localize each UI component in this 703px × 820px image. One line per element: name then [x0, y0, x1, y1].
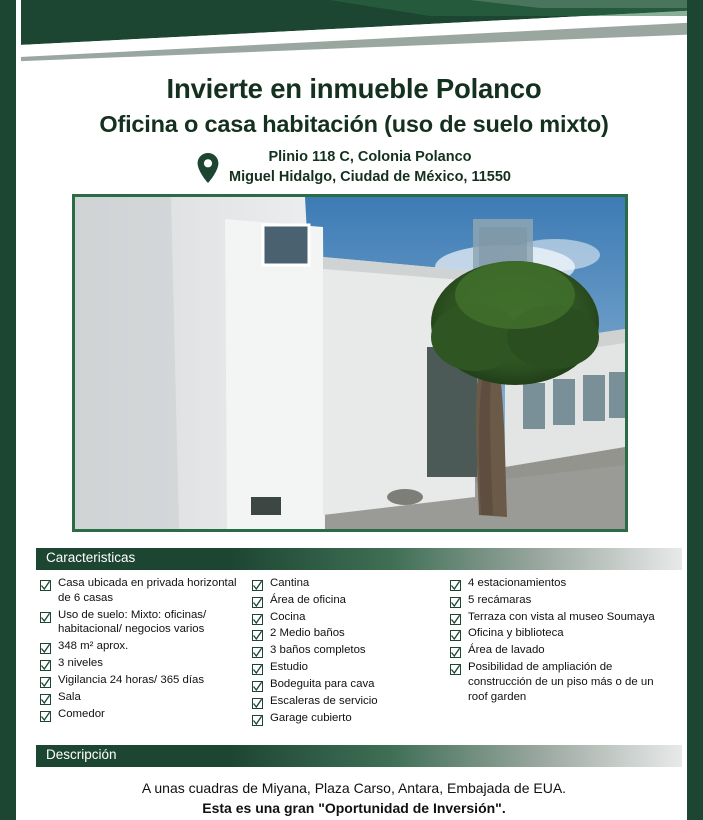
headline-block — [21, 74, 687, 138]
features-column-3 — [450, 576, 670, 727]
features-list — [40, 576, 690, 727]
feature-text: 4 estacionamientos — [468, 577, 567, 589]
headline-secondary: Oficina o casa habitación (uso de suelo mixto) — [99, 111, 609, 138]
list-item — [450, 610, 670, 625]
address-block — [21, 148, 687, 187]
feature-text: Escaleras de servicio — [270, 694, 378, 707]
list-item — [252, 694, 450, 709]
section-header-label: Caracteristicas — [46, 550, 136, 565]
list-item — [252, 677, 450, 692]
checkbox-icon — [252, 578, 263, 589]
feature-text: Estudio — [270, 661, 308, 674]
feature-text: 2 Medio baños — [270, 627, 345, 640]
description-line-1: A unas cuadras de Miyana, Plaza Carso, Antara, Embajada de EUA. — [141, 780, 567, 796]
feature-text: Casa ubicada en privada horizontal de 6 casas — [58, 577, 237, 604]
feature-text: Comedor — [58, 707, 105, 720]
list-item — [252, 711, 450, 726]
checkbox-icon — [252, 679, 263, 690]
checkbox-icon — [40, 658, 51, 669]
feature-text: Vigilancia 24 horas/ 365 días — [58, 673, 205, 686]
feature-text: Uso de suelo: Mixto: oficinas/ habitacional/ negocios varios — [58, 608, 207, 636]
checkbox-icon — [252, 595, 263, 606]
checkbox-icon — [450, 662, 461, 673]
checkbox-icon — [252, 645, 263, 656]
address-text — [229, 148, 511, 187]
feature-text: Terraza con vista al museo Soumaya — [468, 610, 655, 623]
list-item — [252, 626, 450, 641]
features-column-1 — [40, 576, 252, 727]
feature-text: Oficina y biblioteca — [468, 627, 564, 640]
description-block — [21, 778, 687, 819]
checkbox-icon — [450, 595, 461, 606]
feature-text: 3 niveles — [58, 657, 103, 670]
checkbox-icon — [40, 641, 51, 652]
list-item — [252, 660, 450, 675]
list-item — [40, 608, 252, 638]
list-item — [450, 593, 670, 608]
checkbox-icon — [252, 713, 263, 724]
feature-text: Área de oficina — [270, 593, 346, 606]
checkbox-icon — [40, 675, 51, 686]
list-item — [252, 610, 450, 625]
list-item — [252, 576, 450, 591]
list-item — [252, 593, 450, 608]
map-pin-icon — [197, 153, 219, 183]
checkbox-icon — [252, 696, 263, 707]
checkbox-icon — [450, 628, 461, 639]
list-item — [252, 643, 450, 658]
checkbox-icon — [40, 709, 51, 720]
feature-text: Área de lavado — [468, 644, 545, 657]
description-line-2: Esta es una gran "Oportunidad de Inversión". — [202, 800, 506, 817]
address-line-1: Plinio 118 C, Colonia Polanco — [268, 149, 472, 165]
section-header-caracteristicas — [36, 548, 682, 570]
features-column-2 — [252, 576, 450, 727]
checkbox-icon — [40, 578, 51, 589]
feature-text: Sala — [58, 690, 81, 703]
feature-text: Cantina — [270, 577, 310, 589]
list-item — [450, 576, 670, 591]
list-item — [450, 626, 670, 641]
top-decorative-banner — [0, 0, 703, 62]
list-item — [40, 639, 252, 654]
section-header-label: Descripción — [46, 747, 117, 762]
list-item — [40, 690, 252, 705]
checkbox-icon — [252, 628, 263, 639]
list-item — [40, 656, 252, 671]
checkbox-icon — [40, 692, 51, 703]
feature-text: Cocina — [270, 610, 306, 623]
address-line-2: Miguel Hidalgo, Ciudad de México, 11550 — [228, 168, 511, 185]
feature-text: Garage cubierto — [270, 711, 352, 724]
section-header-descripcion — [36, 745, 682, 767]
left-accent-bar — [0, 0, 16, 820]
checkbox-icon — [252, 612, 263, 623]
section-header-background — [36, 745, 682, 767]
checkbox-icon — [450, 612, 461, 623]
feature-text: 348 m² aprox. — [58, 640, 129, 653]
list-item — [450, 643, 670, 658]
checkbox-icon — [450, 578, 461, 589]
feature-text: Posibilidad de ampliación de construcción de un piso más o de un roof garden — [468, 661, 654, 703]
headline-primary: Invierte en inmueble Polanco — [166, 73, 542, 104]
list-item — [40, 707, 252, 722]
list-item — [450, 660, 670, 704]
feature-text: 3 baños completos — [270, 644, 366, 657]
checkbox-icon — [252, 662, 263, 673]
list-item — [40, 673, 252, 688]
feature-text: Bodeguita para cava — [270, 677, 375, 690]
checkbox-icon — [450, 645, 461, 656]
list-item — [40, 576, 252, 606]
property-photo — [72, 194, 628, 532]
feature-text: 5 recámaras — [468, 593, 532, 606]
checkbox-icon — [40, 610, 51, 621]
